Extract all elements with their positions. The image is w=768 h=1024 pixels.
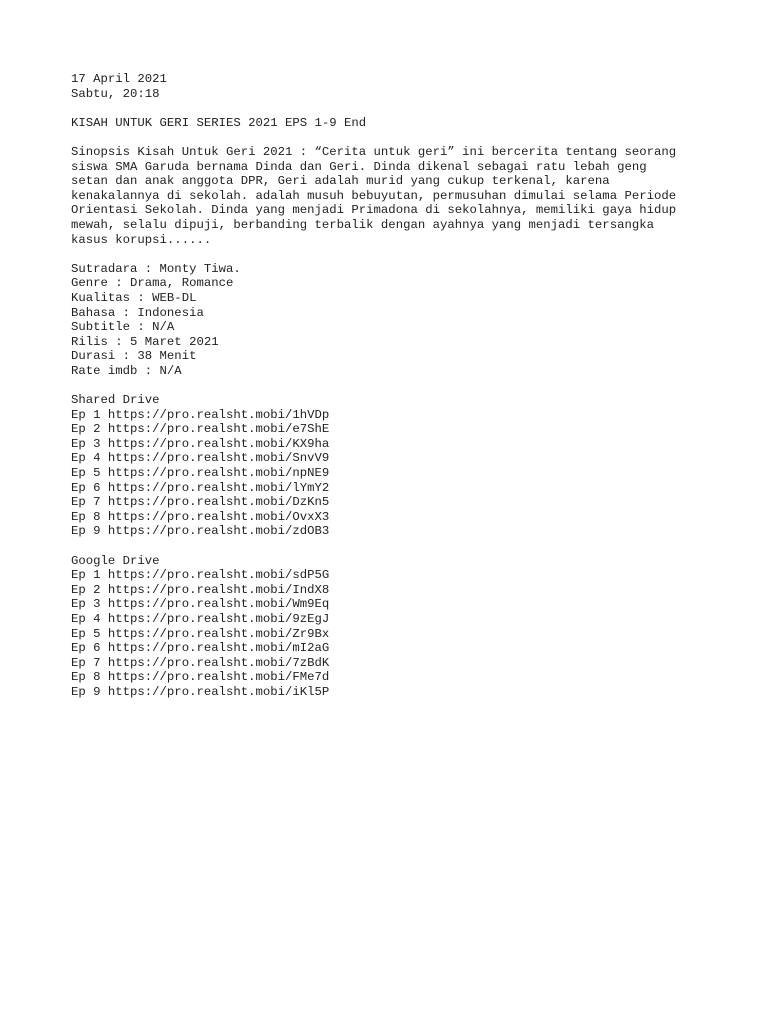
episode-link: Ep 7 https://pro.realsht.mobi/DzKn5 bbox=[71, 495, 330, 510]
episode-link: Ep 8 https://pro.realsht.mobi/OvxX3 bbox=[71, 509, 330, 524]
episode-link: Ep 9 https://pro.realsht.mobi/zdOB3 bbox=[71, 524, 330, 539]
episode-link: Ep 8 https://pro.realsht.mobi/FMe7d bbox=[71, 670, 330, 685]
episode-link: Ep 4 https://pro.realsht.mobi/SnvV9 bbox=[71, 451, 330, 466]
spacer bbox=[71, 247, 731, 262]
episode-link: Ep 2 https://pro.realsht.mobi/e7ShE bbox=[71, 422, 330, 437]
spacer bbox=[71, 539, 731, 554]
episode-link: Ep 1 https://pro.realsht.mobi/sdP5G bbox=[71, 568, 330, 583]
spacer bbox=[71, 101, 731, 116]
document-page bbox=[71, 72, 731, 700]
episode-link: Ep 3 https://pro.realsht.mobi/KX9ha bbox=[71, 436, 330, 451]
info-block bbox=[71, 262, 731, 379]
info-language: Bahasa : Indonesia bbox=[71, 305, 204, 320]
episode-link: Ep 6 https://pro.realsht.mobi/mI2aG bbox=[71, 641, 330, 656]
post-date: 17 April 2021 bbox=[71, 72, 167, 86]
google-drive-section bbox=[71, 554, 731, 700]
info-quality: Kualitas : WEB-DL bbox=[71, 290, 197, 305]
info-genre: Genre : Drama, Romance bbox=[71, 276, 234, 291]
episode-link: Ep 1 https://pro.realsht.mobi/1hVDp bbox=[71, 407, 330, 422]
synopsis-line: setan dan anak anggota DPR, Geri adalah murid yang cukup terkenal, karena bbox=[71, 174, 610, 189]
synopsis-line: Sinopsis Kisah Untuk Geri 2021 : “Cerita untuk geri” ini bercerita tentang seorang bbox=[71, 144, 677, 159]
episode-link: Ep 4 https://pro.realsht.mobi/9zEgJ bbox=[71, 611, 330, 626]
synopsis-line: kasus korupsi...... bbox=[71, 232, 212, 247]
info-duration: Durasi : 38 Menit bbox=[71, 349, 197, 364]
post-title: KISAH UNTUK GERI SERIES 2021 EPS 1-9 End bbox=[71, 115, 367, 130]
info-rating: Rate imdb : N/A bbox=[71, 363, 182, 378]
episode-link: Ep 6 https://pro.realsht.mobi/lYmY2 bbox=[71, 480, 330, 495]
episode-link: Ep 9 https://pro.realsht.mobi/iKl5P bbox=[71, 684, 330, 699]
synopsis-line: kenakalannya di sekolah. adalah musuh bebuyutan, permusuhan dimulai selama Periode bbox=[71, 188, 677, 203]
episode-link: Ep 3 https://pro.realsht.mobi/Wm9Eq bbox=[71, 597, 330, 612]
post-day-time: Sabtu, 20:18 bbox=[71, 86, 160, 101]
info-subtitle: Subtitle : N/A bbox=[71, 320, 175, 335]
spacer bbox=[71, 130, 731, 145]
info-director: Sutradara : Monty Tiwa. bbox=[71, 261, 241, 276]
info-release: Rilis : 5 Maret 2021 bbox=[71, 334, 219, 349]
shared-drive-heading: Shared Drive bbox=[71, 393, 160, 408]
google-drive-heading: Google Drive bbox=[71, 553, 160, 568]
episode-link: Ep 5 https://pro.realsht.mobi/npNE9 bbox=[71, 466, 330, 481]
synopsis-line: siswa SMA Garuda bernama Dinda dan Geri. Dinda dikenal sebagai ratu lebah geng bbox=[71, 159, 647, 174]
episode-link: Ep 2 https://pro.realsht.mobi/IndX8 bbox=[71, 582, 330, 597]
spacer bbox=[71, 378, 731, 393]
synopsis-line: Orientasi Sekolah. Dinda yang menjadi Primadona di sekolahnya, memiliki gaya hidup bbox=[71, 203, 677, 218]
episode-link: Ep 7 https://pro.realsht.mobi/7zBdK bbox=[71, 655, 330, 670]
synopsis-block bbox=[71, 145, 731, 247]
episode-link: Ep 5 https://pro.realsht.mobi/Zr9Bx bbox=[71, 626, 330, 641]
shared-drive-section bbox=[71, 393, 731, 539]
synopsis-line: mewah, selalu dipuji, berbanding terbalik dengan ayahnya yang menjadi tersangka bbox=[71, 217, 654, 232]
